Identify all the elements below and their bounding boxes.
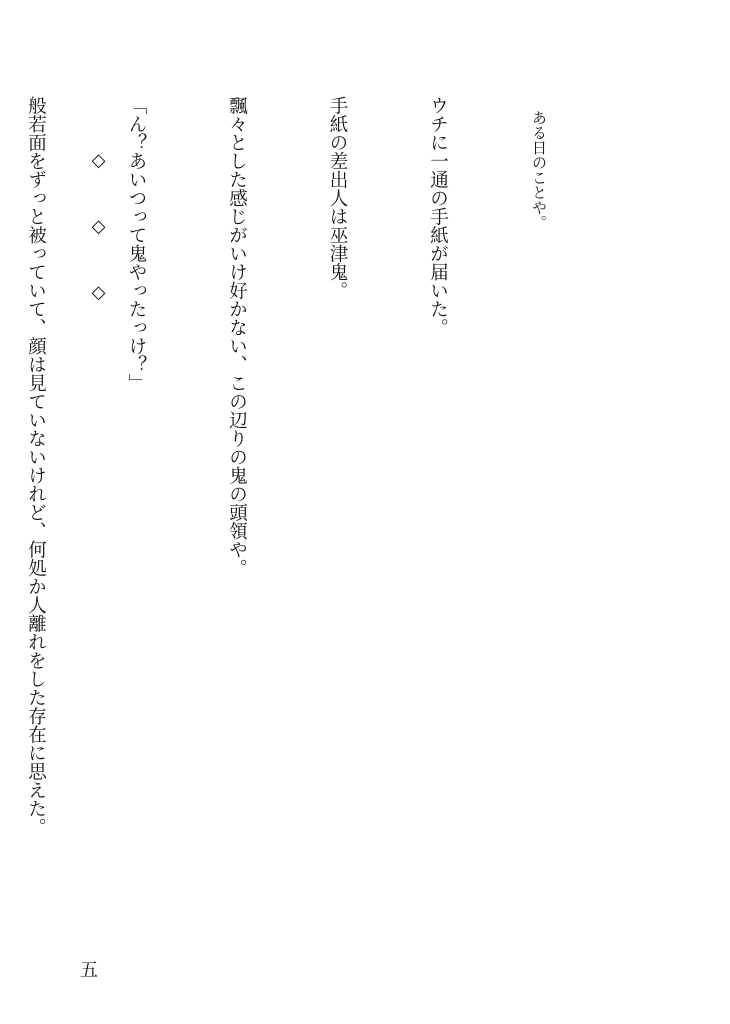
text-line: 手紙の差出人は巫津鬼。 bbox=[327, 96, 348, 300]
text-line: 「ん？あいつって鬼やったっけ？」 bbox=[126, 96, 147, 392]
text-line: 飄々とした感じがいけ好かない、この辺りの鬼の頭領や。 bbox=[226, 96, 248, 577]
text-line: ウチに一通の手紙が届いた。 bbox=[427, 96, 449, 337]
scene-break-diamonds: ◇◇◇ bbox=[88, 150, 109, 348]
text-line: ある日のことや。 bbox=[530, 109, 548, 230]
page-number: 五 bbox=[80, 960, 98, 981]
text-line: 般若面をずっと被っていて、顔は見ていないけれど、何処か人離れをした存在に思えた。 bbox=[25, 96, 47, 836]
